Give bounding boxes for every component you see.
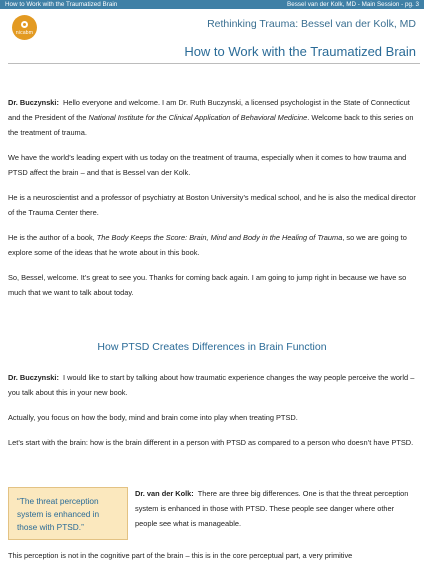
paragraph — [8, 95, 418, 140]
paragraph — [135, 486, 418, 531]
paragraph: So, Bessel, welcome. It’s great to see you. Thanks for coming back again. I am going to jump right in because we have so much that we want to talk about today. — [8, 273, 407, 297]
book-title: The Body Keeps the Score: Brain, Mind and Body in the Healing of Trauma — [96, 233, 343, 242]
title-divider — [8, 63, 420, 64]
paragraph: Actually, you focus on how the body, mind and brain come into play when treating PTSD. — [8, 413, 298, 422]
paragraph-text: Hello everyone and welcome. I am Dr. Ruth Buczynski, a licensed psychologist in the State of Connecticut and the President of the — [8, 98, 410, 122]
transcript-body — [8, 95, 418, 310]
speaker-label: Dr. Buczynski: — [8, 98, 59, 107]
org-name: National Institute for the Clinical Application of Behavioral Medicine — [88, 113, 308, 122]
paragraph: Let’s start with the brain: how is the brain different in a person with PTSD as compared to a person who doesn’t have PTSD. — [8, 438, 414, 447]
logo-text: nicabm — [15, 30, 34, 36]
header-bar — [0, 0, 424, 9]
paragraph: This perception is not in the cognitive part of the brain – this is in the core perceptual part, a very primitive — [8, 551, 353, 560]
series-subtitle: Rethinking Trauma: Bessel van der Kolk, MD — [207, 18, 416, 30]
speaker-label: Dr. Buczynski: — [8, 373, 59, 382]
transcript-body-2 — [8, 370, 418, 460]
header-page-info: Bessel van der Kolk, MD - Main Session - pg. 3 — [287, 1, 419, 8]
section-heading: How PTSD Creates Differences in Brain Function — [97, 341, 327, 353]
nicabm-logo — [12, 15, 37, 40]
paragraph-text: , so we are going to explore some of the ideas that he wrote about in this book. — [8, 233, 407, 257]
header-doc-title: How to Work with the Traumatized Brain — [5, 1, 118, 8]
pull-quote: “The threat perception system is enhanced in those with PTSD.” — [8, 487, 128, 540]
paragraph-text: He is the author of a book, — [8, 233, 95, 242]
paragraph — [8, 370, 418, 400]
paragraph-text: There are three big differences. One is that the threat perception system is enhanced in those with PTSD. These people see danger where other people see what is manageable. — [135, 489, 409, 528]
speaker-label: Dr. van der Kolk: — [135, 489, 194, 498]
logo-eye-icon — [21, 21, 28, 28]
paragraph-text: I would like to start by talking about how traumatic experience changes the way people perceive the world – you talk about this in your new book. — [8, 373, 415, 397]
page-title: How to Work with the Traumatized Brain — [184, 44, 416, 59]
paragraph-text: . Welcome back to this series on the treatment of trauma. — [8, 113, 414, 137]
paragraph: He is a neuroscientist and a professor of psychiatry at Boston University’s medical school, and he is also the medical director of the Trauma Center there. — [8, 193, 416, 217]
paragraph: We have the world’s leading expert with us today on the treatment of trauma, especially when it comes to how trauma and PTSD affect the brain – and that is Bessel van der Kolk. — [8, 153, 407, 177]
paragraph — [8, 230, 418, 260]
